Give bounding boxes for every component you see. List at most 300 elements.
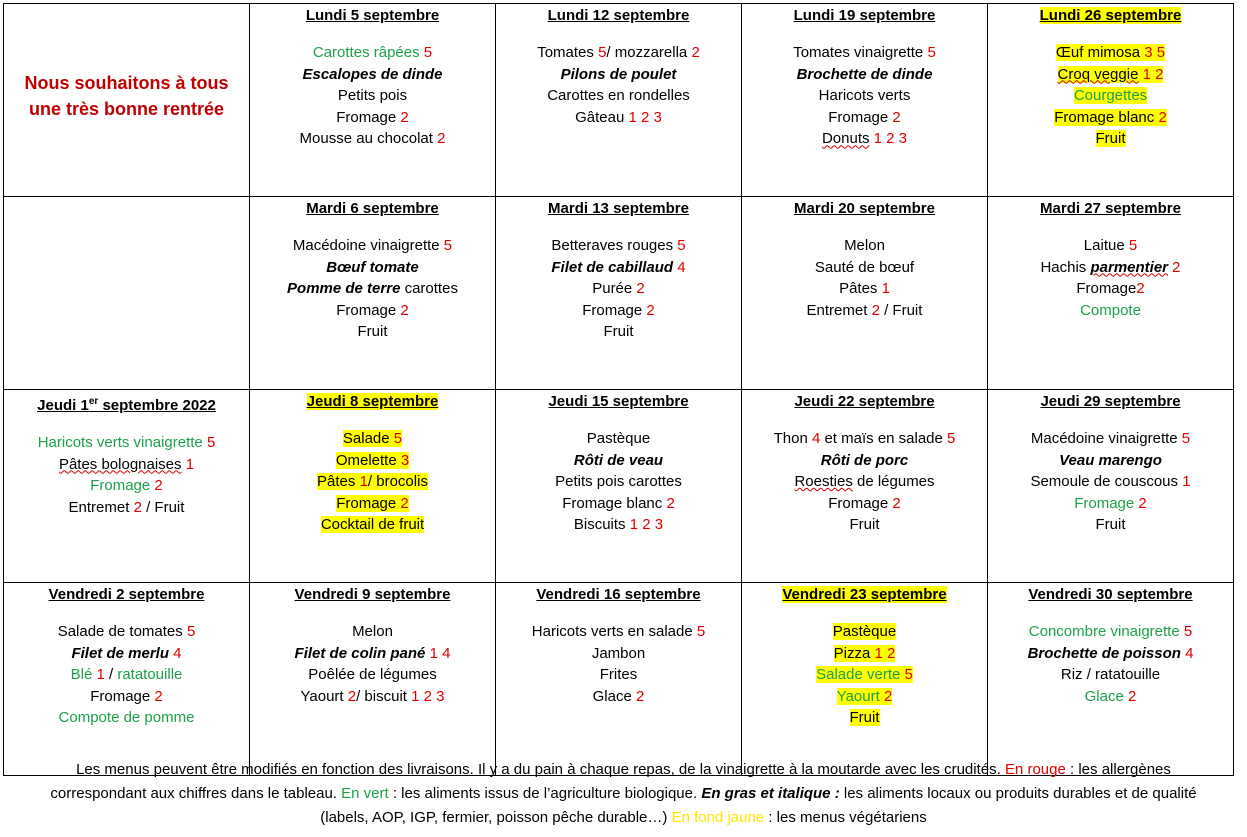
menu-item-text bbox=[551, 237, 685, 254]
menu-item-text bbox=[582, 302, 655, 319]
text-segment: Compote de pomme bbox=[58, 709, 195, 727]
menu-item-text bbox=[1028, 645, 1194, 662]
menu-item bbox=[4, 497, 249, 519]
menu-item bbox=[742, 450, 987, 472]
menu-item bbox=[250, 128, 495, 150]
menu-item bbox=[496, 321, 741, 343]
menu-item-text bbox=[562, 495, 675, 512]
day-title-text bbox=[1040, 393, 1180, 410]
text-segment: 5 bbox=[927, 44, 936, 61]
menu-item bbox=[742, 664, 987, 686]
menu-item bbox=[496, 450, 741, 472]
day-title-main: Vendredi 30 septembre bbox=[1028, 586, 1193, 603]
menu-item bbox=[250, 643, 495, 665]
menu-item-text bbox=[321, 516, 424, 533]
menu-item-text bbox=[821, 452, 909, 469]
text-segment: 5 bbox=[598, 44, 607, 61]
text-segment: Fromage blanc bbox=[562, 494, 667, 512]
text-segment: 2 bbox=[1168, 258, 1181, 276]
text-segment: / brocolis bbox=[367, 473, 428, 491]
text-segment: Filet de merlu bbox=[71, 644, 169, 662]
text-segment: Compote bbox=[1080, 301, 1141, 319]
menu-item-text bbox=[592, 280, 645, 297]
day-title-text bbox=[37, 397, 216, 414]
text-segment: Brochette de poisson bbox=[1027, 644, 1181, 662]
menu-item-text bbox=[295, 645, 451, 662]
day-title-main: Vendredi 23 septembre bbox=[782, 586, 947, 603]
day-title-main: Vendredi 16 septembre bbox=[536, 586, 701, 603]
text-segment: Cocktail de fruit bbox=[320, 516, 425, 534]
text-segment: 5 bbox=[1181, 430, 1191, 447]
menu-item bbox=[250, 450, 495, 472]
text-segment: Pastèque bbox=[586, 430, 651, 447]
text-segment: carottes bbox=[400, 280, 458, 298]
menu-item bbox=[742, 278, 987, 300]
week-row bbox=[4, 197, 1234, 390]
menu-item bbox=[988, 643, 1233, 665]
menu-item bbox=[496, 471, 741, 493]
menu-item bbox=[742, 428, 987, 450]
day-title-text bbox=[794, 7, 936, 24]
day-title-text bbox=[536, 586, 700, 603]
day-title-text bbox=[1040, 7, 1182, 24]
menu-item bbox=[496, 621, 741, 643]
menu-item-text bbox=[532, 623, 705, 640]
menu-item bbox=[250, 621, 495, 643]
menu-item-text bbox=[587, 430, 650, 447]
text-segment: Semoule de couscous bbox=[1030, 473, 1183, 491]
menu-item-text bbox=[1058, 66, 1164, 83]
text-segment: : les aliments issus de l’agriculture biologique. bbox=[388, 785, 702, 802]
text-segment: Melon bbox=[352, 623, 393, 640]
menu-item-text bbox=[1056, 44, 1165, 61]
text-segment: 1 bbox=[881, 280, 890, 298]
menu-item-text bbox=[547, 87, 690, 104]
text-segment: 5 bbox=[186, 623, 196, 640]
menu-item bbox=[742, 235, 987, 257]
menu-item bbox=[4, 664, 249, 686]
menu-item bbox=[250, 107, 495, 129]
menu-day-cell bbox=[4, 390, 250, 583]
text-segment: Concombre vinaigrette bbox=[1028, 623, 1184, 640]
menu-item-text bbox=[574, 516, 663, 533]
day-title bbox=[742, 200, 987, 218]
text-segment: Fromage bbox=[336, 301, 401, 319]
menu-item bbox=[742, 493, 987, 515]
menu-item bbox=[4, 621, 249, 643]
menu-items bbox=[496, 621, 741, 707]
text-segment: Entremet bbox=[806, 301, 872, 319]
text-segment: 1 4 bbox=[425, 644, 451, 662]
day-title-main: Mardi 27 septembre bbox=[1040, 200, 1181, 217]
menu-item bbox=[988, 471, 1233, 493]
text-segment: 2 bbox=[636, 687, 645, 705]
menu-item-text bbox=[336, 495, 409, 512]
text-segment: Haricots verts en salade bbox=[531, 623, 697, 640]
text-segment: Fruit bbox=[849, 709, 880, 727]
menu-items bbox=[742, 621, 987, 729]
menu-item-text bbox=[90, 477, 163, 494]
menu-item-text bbox=[850, 516, 880, 533]
day-title bbox=[4, 393, 249, 415]
menu-items bbox=[988, 235, 1233, 321]
day-title-text bbox=[1028, 586, 1192, 603]
day-title bbox=[496, 7, 741, 25]
menu-item-text bbox=[844, 237, 885, 254]
day-title-main: Mardi 6 septembre bbox=[306, 200, 439, 217]
menu-item-text bbox=[300, 130, 446, 147]
text-segment: Fromage blanc bbox=[1054, 108, 1159, 126]
menu-item-text bbox=[555, 473, 682, 490]
menu-item-text bbox=[850, 709, 880, 726]
day-title bbox=[496, 586, 741, 604]
menu-item bbox=[742, 686, 987, 708]
day-title bbox=[742, 393, 987, 411]
menu-items bbox=[988, 621, 1233, 707]
menu-item bbox=[250, 235, 495, 257]
text-segment: Haricots verts vinaigrette bbox=[37, 434, 207, 451]
text-segment: 1 bbox=[181, 455, 195, 473]
menu-item bbox=[250, 321, 495, 343]
text-segment: Betteraves rouges bbox=[551, 237, 678, 254]
menu-item-text bbox=[575, 109, 662, 126]
menu-item-text bbox=[1054, 109, 1167, 126]
menu-item bbox=[742, 621, 987, 643]
text-segment: Hachis bbox=[1040, 258, 1091, 276]
day-title bbox=[4, 586, 249, 604]
text-segment: Poêlée de légumes bbox=[308, 666, 437, 684]
menu-day-cell bbox=[250, 197, 496, 390]
menu-item-text bbox=[287, 280, 458, 297]
week-row bbox=[4, 390, 1234, 583]
text-segment: Fromage bbox=[828, 108, 893, 126]
day-title-text bbox=[306, 7, 439, 24]
text-segment: 1 2 bbox=[874, 644, 896, 662]
menu-item bbox=[988, 300, 1233, 322]
menu-item bbox=[988, 128, 1233, 150]
day-title-main: Lundi 12 septembre bbox=[547, 7, 690, 24]
menu-items bbox=[250, 428, 495, 536]
menu-items bbox=[742, 42, 987, 150]
text-segment: Fruit bbox=[603, 323, 634, 341]
text-segment: Filet de cabillaud bbox=[551, 258, 674, 276]
menu-item bbox=[496, 428, 741, 450]
text-segment: 4 bbox=[169, 644, 182, 662]
menu-item-text bbox=[343, 430, 402, 447]
legend-line-2 bbox=[0, 782, 1247, 806]
menu-item-text bbox=[1084, 237, 1137, 254]
text-segment: 1 2 bbox=[1138, 65, 1164, 83]
menu-day-cell bbox=[988, 583, 1234, 776]
text-segment: 2 bbox=[1128, 687, 1137, 705]
menu-item bbox=[250, 686, 495, 708]
text-segment: Salade verte bbox=[816, 666, 905, 684]
menu-item bbox=[250, 42, 495, 64]
text-segment: Rôti de porc bbox=[820, 451, 909, 469]
text-segment: 5 bbox=[206, 434, 216, 451]
menu-item-text bbox=[38, 434, 216, 451]
menu-item bbox=[496, 643, 741, 665]
menu-item bbox=[496, 686, 741, 708]
text-segment: Escalopes de dinde bbox=[302, 65, 443, 83]
menu-item-text bbox=[1030, 473, 1190, 490]
text-segment: Fromage bbox=[336, 108, 401, 126]
text-segment: 4 bbox=[673, 258, 686, 276]
text-segment: En fond jaune bbox=[671, 809, 765, 826]
text-segment: 2 bbox=[347, 687, 357, 705]
menu-item bbox=[4, 475, 249, 497]
welcome-line: une très bonne rentrée bbox=[28, 99, 225, 119]
text-segment: Fromage bbox=[582, 301, 647, 319]
menu-item bbox=[988, 278, 1233, 300]
text-segment: Pâtes bolognaises bbox=[58, 455, 182, 473]
text-segment: Macédoine vinaigrette bbox=[292, 237, 444, 254]
menu-item bbox=[742, 42, 987, 64]
menu-item bbox=[250, 428, 495, 450]
legend-footer bbox=[0, 758, 1247, 830]
menu-item-text bbox=[1059, 452, 1162, 469]
menu-item-text bbox=[90, 688, 163, 705]
week-row bbox=[4, 4, 1234, 197]
text-segment: 2 bbox=[154, 687, 163, 705]
day-title-rest: septembre 2022 bbox=[98, 397, 216, 414]
menu-item-text bbox=[551, 259, 685, 276]
text-segment: 5 bbox=[1128, 237, 1138, 254]
menu-item bbox=[496, 85, 741, 107]
text-segment: Brochette de dinde bbox=[796, 65, 933, 83]
day-title bbox=[988, 7, 1233, 25]
day-title bbox=[742, 7, 987, 25]
menu-item bbox=[250, 64, 495, 86]
menu-item bbox=[496, 278, 741, 300]
text-segment: Fruit bbox=[357, 323, 388, 341]
menu-items bbox=[4, 621, 249, 729]
menu-item-text bbox=[302, 66, 442, 83]
menu-item bbox=[742, 300, 987, 322]
menu-item bbox=[988, 64, 1233, 86]
menu-day-cell bbox=[4, 583, 250, 776]
menu-item bbox=[988, 686, 1233, 708]
text-segment: Glace bbox=[1084, 687, 1128, 705]
text-segment: Fruit bbox=[849, 516, 880, 534]
text-segment: Macédoine vinaigrette bbox=[1030, 430, 1182, 447]
text-segment: Biscuits bbox=[573, 516, 630, 534]
text-segment: 5 bbox=[443, 237, 453, 254]
text-segment: 2 bbox=[1136, 280, 1145, 298]
menu-item bbox=[250, 300, 495, 322]
day-title-main: Vendredi 2 septembre bbox=[48, 586, 205, 603]
menu-item bbox=[4, 707, 249, 729]
day-title-main: Lundi 5 septembre bbox=[305, 7, 440, 24]
menu-item-text bbox=[600, 666, 638, 683]
menu-item-text bbox=[71, 666, 183, 683]
menu-items bbox=[742, 235, 987, 321]
text-segment: Mousse au chocolat bbox=[299, 130, 438, 148]
menu-item-text bbox=[839, 280, 890, 297]
text-segment: Donuts bbox=[821, 130, 870, 148]
text-segment: 2 bbox=[400, 301, 409, 319]
menu-item bbox=[250, 257, 495, 279]
text-segment: Roesties bbox=[794, 473, 853, 491]
menu-item bbox=[496, 235, 741, 257]
menu-day-cell bbox=[4, 4, 250, 197]
day-title-text bbox=[307, 393, 439, 410]
text-segment: Œuf mimosa bbox=[1055, 44, 1145, 61]
text-segment: Laitue bbox=[1083, 237, 1129, 254]
day-title bbox=[250, 586, 495, 604]
menu-item bbox=[250, 514, 495, 536]
text-segment: 5 bbox=[696, 623, 706, 640]
menu-items bbox=[250, 235, 495, 343]
menu-item bbox=[988, 664, 1233, 686]
menu-item bbox=[496, 64, 741, 86]
menu-item-text bbox=[308, 666, 436, 683]
text-segment: 5 bbox=[393, 430, 403, 447]
text-segment: Gâteau bbox=[575, 108, 629, 126]
text-segment: Yaourt bbox=[300, 687, 348, 705]
menu-item bbox=[4, 454, 249, 476]
menu-day-cell bbox=[988, 197, 1234, 390]
menu-item-text bbox=[1031, 430, 1190, 447]
text-segment: Yaourt bbox=[836, 687, 884, 705]
menu-day-cell bbox=[250, 390, 496, 583]
menu-item bbox=[496, 42, 741, 64]
text-segment: 2 bbox=[400, 494, 409, 512]
text-segment: Jambon bbox=[591, 644, 646, 662]
menu-item-text bbox=[593, 688, 645, 705]
text-segment: 2 bbox=[892, 494, 901, 512]
text-segment: 2 bbox=[691, 44, 700, 61]
day-title-text bbox=[548, 7, 690, 24]
day-title bbox=[496, 393, 741, 411]
day-title-text bbox=[49, 586, 205, 603]
menu-item bbox=[496, 664, 741, 686]
menu-day-cell bbox=[496, 583, 742, 776]
text-segment: 1 2 3 bbox=[411, 687, 445, 705]
menu-item-text bbox=[1096, 516, 1126, 533]
text-segment: Fromage bbox=[90, 477, 155, 495]
menu-item bbox=[496, 493, 741, 515]
menu-table bbox=[3, 3, 1234, 776]
menu-items bbox=[250, 621, 495, 707]
menu-item-text bbox=[301, 688, 445, 705]
menu-day-cell bbox=[742, 197, 988, 390]
text-segment: 3 bbox=[400, 451, 410, 469]
text-segment: En vert bbox=[341, 785, 389, 802]
menu-item bbox=[988, 107, 1233, 129]
text-segment: Melon bbox=[844, 237, 885, 254]
menu-item-text bbox=[574, 452, 663, 469]
text-segment: Les menus peuvent être modifiés en fonction des livraisons. Il y a du pain à chaque repas, de la vinaigrette à la moutarde avec les crudités. bbox=[76, 761, 1005, 778]
menu-item-text bbox=[797, 66, 933, 83]
menu-item-text bbox=[71, 645, 181, 662]
text-segment: 5 bbox=[677, 237, 686, 254]
day-title bbox=[250, 393, 495, 411]
text-segment: Entremet bbox=[68, 498, 134, 516]
menu-day-cell bbox=[250, 583, 496, 776]
menu-item-text bbox=[317, 473, 428, 490]
text-segment: 2 bbox=[883, 687, 893, 705]
menu-item-text bbox=[1076, 280, 1144, 297]
menu-item bbox=[742, 128, 987, 150]
text-segment: Pomme de terre bbox=[287, 280, 401, 298]
menu-item bbox=[988, 42, 1233, 64]
text-segment: parmentier bbox=[1090, 258, 1169, 276]
menu-items bbox=[4, 432, 249, 518]
text-segment: 4 bbox=[811, 430, 821, 447]
menu-item-text bbox=[358, 323, 388, 340]
day-title-main: Lundi 19 septembre bbox=[793, 7, 936, 24]
menu-item-text bbox=[828, 109, 901, 126]
day-title-main: Jeudi 15 septembre bbox=[548, 393, 689, 410]
text-segment: Salade bbox=[342, 430, 394, 447]
text-segment: (labels, AOP, IGP, fermier, poisson pêche durable…) bbox=[320, 809, 672, 826]
menu-item-text bbox=[1096, 130, 1126, 147]
text-segment: Pâtes bbox=[317, 473, 360, 491]
text-segment: Courgettes bbox=[1073, 87, 1148, 105]
legend-line-1 bbox=[0, 758, 1247, 782]
menu-item-text bbox=[561, 66, 677, 83]
menu-item bbox=[742, 707, 987, 729]
menu-item bbox=[250, 664, 495, 686]
menu-day-cell bbox=[988, 390, 1234, 583]
menu-items bbox=[250, 42, 495, 150]
text-segment: Fruit bbox=[1095, 516, 1126, 534]
day-title-text bbox=[295, 586, 451, 603]
day-title-text bbox=[548, 393, 688, 410]
menu-item bbox=[742, 257, 987, 279]
menu-item-text bbox=[834, 645, 896, 662]
text-segment: 1 bbox=[359, 473, 368, 491]
day-title bbox=[988, 393, 1233, 411]
menu-item bbox=[4, 432, 249, 454]
menu-item-text bbox=[58, 623, 196, 640]
day-title bbox=[988, 200, 1233, 218]
text-segment: 1 2 3 bbox=[628, 108, 662, 126]
text-segment: Carottes râpées bbox=[312, 44, 420, 61]
menu-day-cell bbox=[742, 4, 988, 197]
text-segment: les aliments locaux ou produits durables et de qualité bbox=[839, 785, 1197, 802]
menu-item bbox=[496, 514, 741, 536]
day-title-text bbox=[548, 200, 689, 217]
menu-item bbox=[742, 514, 987, 536]
menu-item bbox=[250, 493, 495, 515]
day-title-text bbox=[1040, 200, 1181, 217]
menu-item-text bbox=[819, 87, 911, 104]
text-segment: Fromage bbox=[828, 494, 893, 512]
text-segment: 4 bbox=[1180, 644, 1194, 662]
text-segment: 2 bbox=[133, 498, 142, 516]
menu-day-cell bbox=[742, 583, 988, 776]
menu-item bbox=[250, 278, 495, 300]
menu-item-text bbox=[1029, 623, 1192, 640]
menu-item bbox=[988, 257, 1233, 279]
text-segment: / mozzarella bbox=[606, 44, 692, 61]
text-segment: Riz / ratatouille bbox=[1060, 666, 1161, 684]
text-segment: 5 bbox=[904, 666, 913, 684]
text-segment: Sauté de bœuf bbox=[814, 258, 915, 276]
text-segment: / biscuit bbox=[356, 687, 412, 705]
text-segment: / bbox=[104, 666, 118, 684]
menu-item-text bbox=[338, 87, 407, 104]
day-title-text bbox=[782, 586, 946, 603]
text-segment: 3 5 bbox=[1144, 44, 1166, 61]
day-title-main: Vendredi 9 septembre bbox=[294, 586, 451, 603]
text-segment: ratatouille bbox=[117, 666, 183, 684]
menu-item-text bbox=[336, 109, 409, 126]
menu-item bbox=[742, 471, 987, 493]
menu-item-text bbox=[352, 623, 393, 640]
